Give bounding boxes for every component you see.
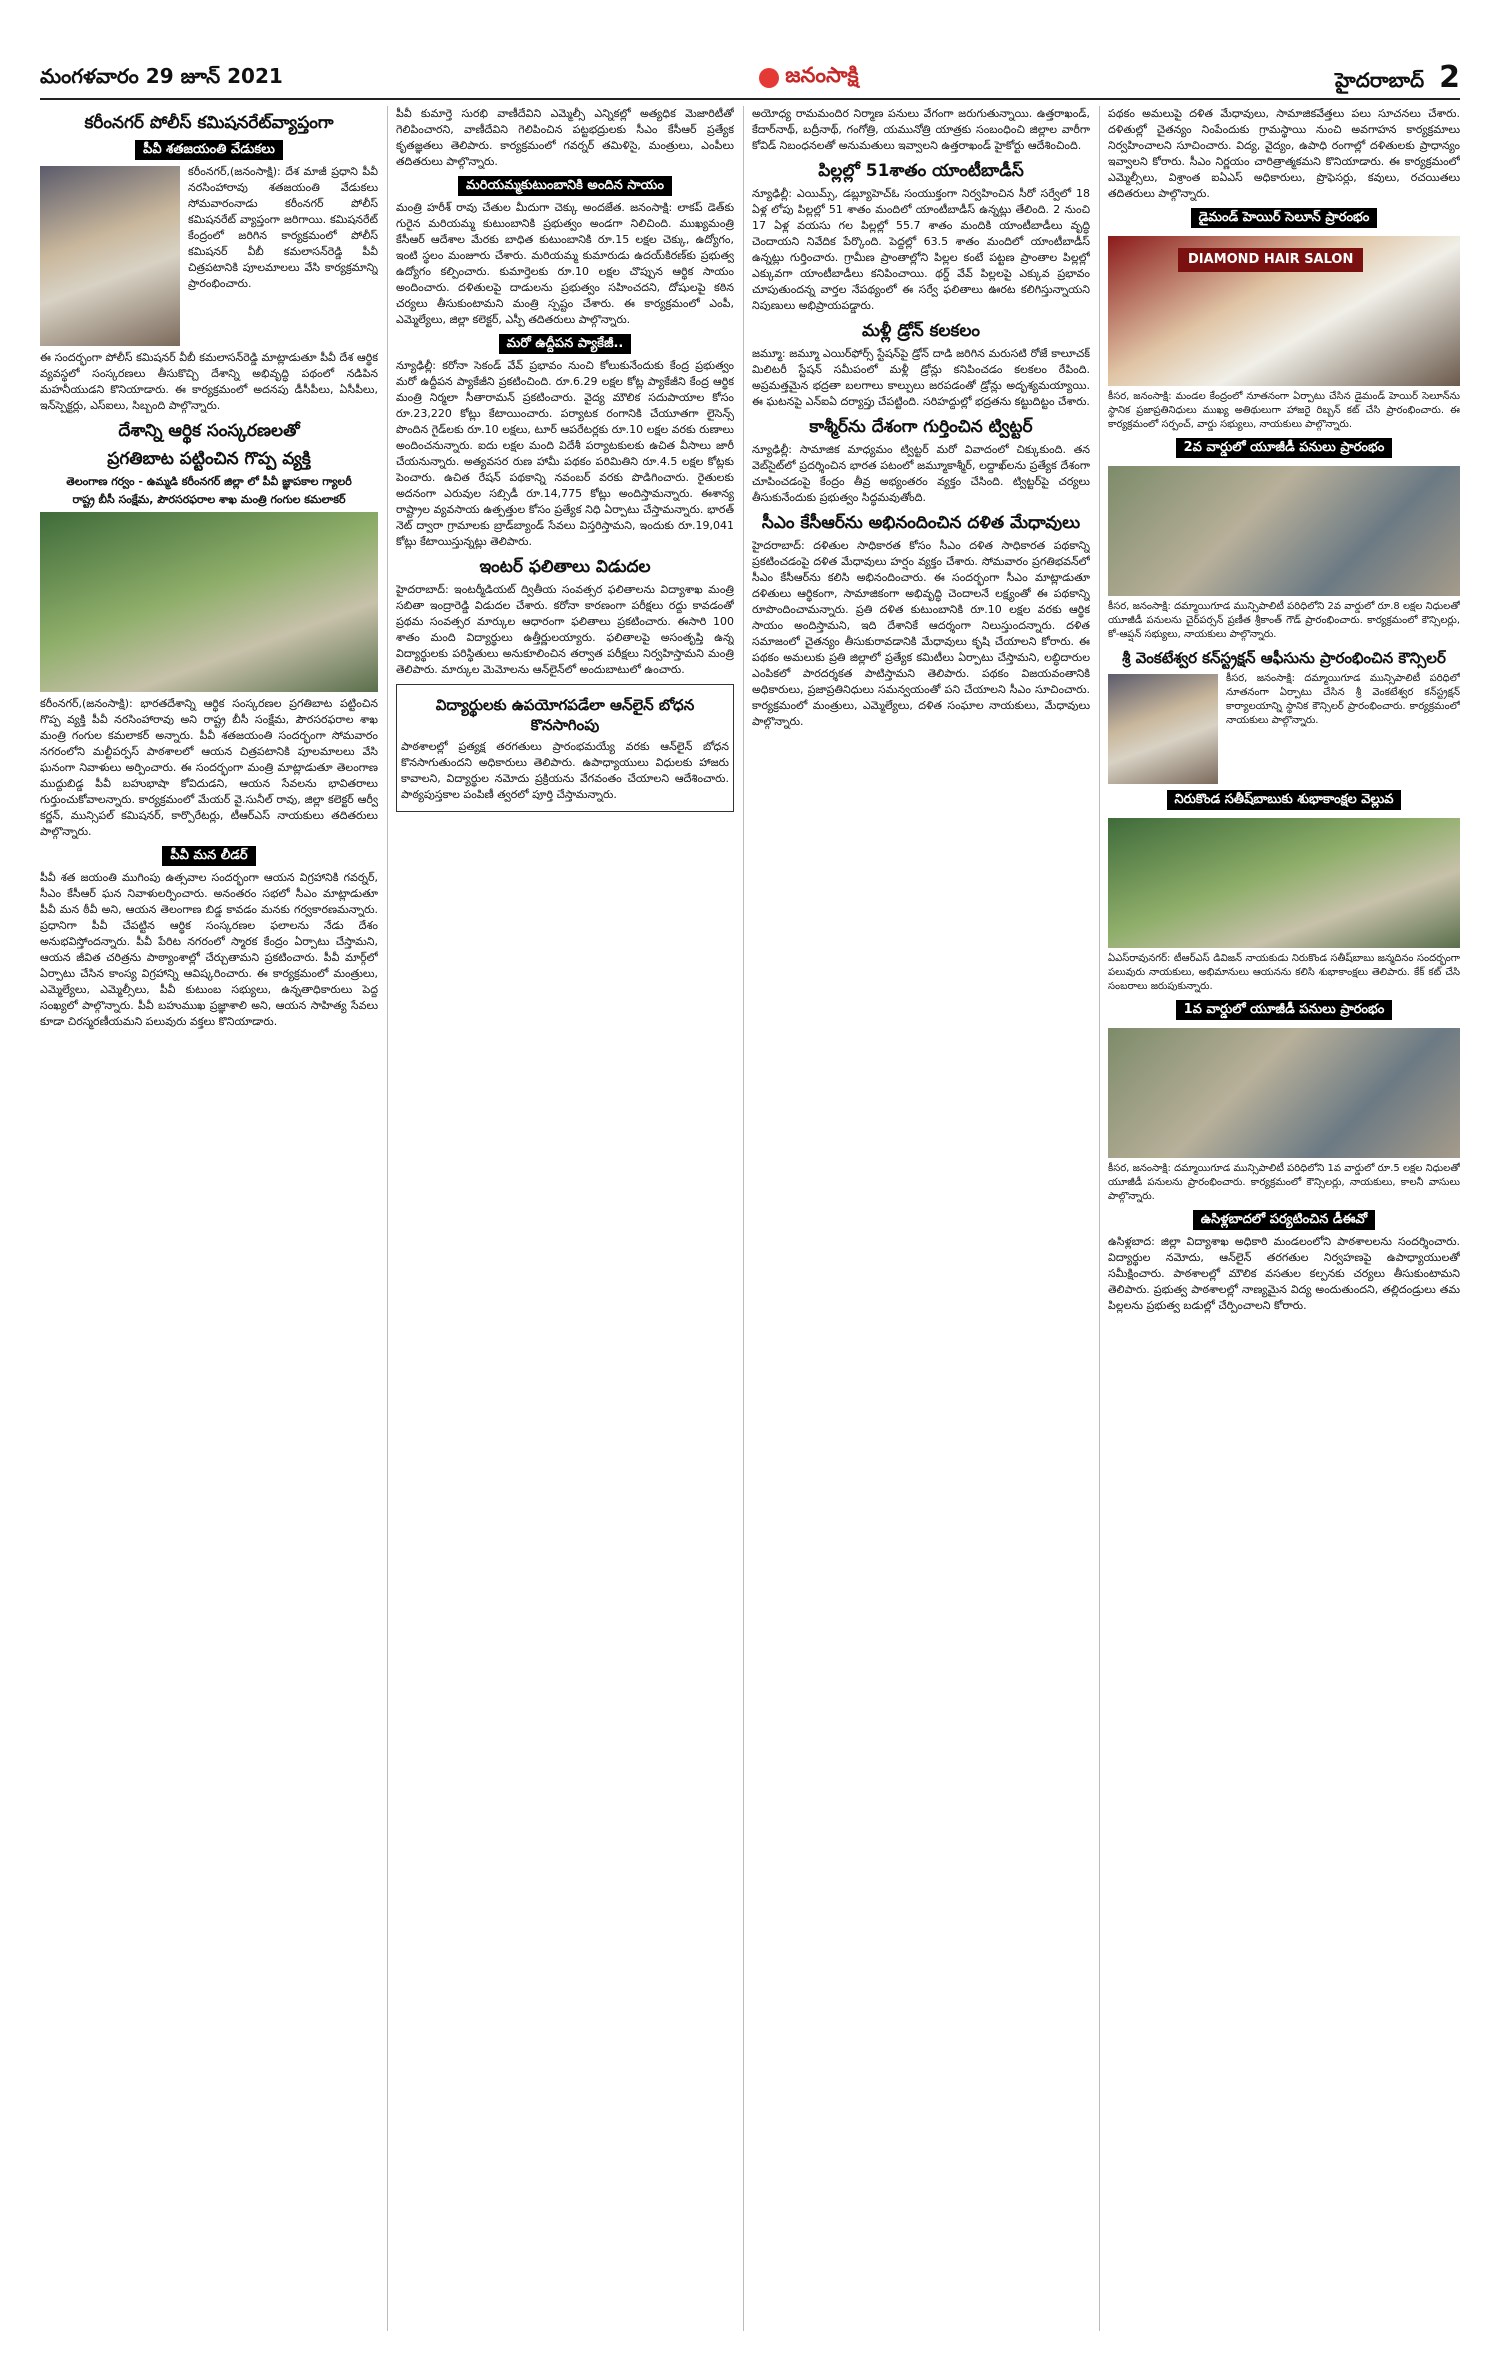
article-box <box>396 684 734 812</box>
article-subhead: తెలంగాణ గర్వం - ఉమ్మడి కరీంనగర్ జిల్లా లో పీవీ జ్ఞాపకాల గ్యాలరీ <box>66 475 352 488</box>
edition-city <box>1335 60 1460 97</box>
column-3 <box>752 106 1090 2331</box>
article-kicker: డైమండ్ హెయిర్ సెలూన్ ప్రారంభం <box>1191 208 1378 228</box>
article-photo <box>1108 818 1460 948</box>
article-kicker: పీవీ శతజయంతి వేడుకలు <box>135 140 283 160</box>
article-headline: ప్రగతిబాట పట్టించిన గొప్ప వ్యక్తి <box>107 449 311 469</box>
article-body: కరీంనగర్,(జనంసాక్షి): భారతదేశాన్ని ఆర్థిక సంస్కరణల ప్రగతిబాట పట్టించిన గొప్ప వ్యక్తి పీవీ నరసింహారావు అని రాష్ట్ర బీసీ సంక్షేమ, పౌరసరఫరాల శాఖ మంత్రి గంగుల కమలాకర్ అన్నారు. పీవీ శతజయంతి సందర్భంగా సోమవారం నగరంలోని మల్టీపర్పస్ పాఠశాలలో ఆయన చిత్రపటానికి పూలమాలలు వేసి ఘనంగా నివాళులు అర్పించారు. ఈ సందర్భంగా మంత్రి మాట్లాడుతూ తెలంగాణ ముద్దుబిడ్డ పీవీ బహుభాషా కోవిదుడని, ఆయన సేవలను భావితరాలు గుర్తుంచుకోవాలన్నారు. కార్యక్రమంలో మేయర్ వై.సునీల్ రావు, జిల్లా కలెక్టర్ ఆర్వీ కర్ణన్, మున్సిపల్ కమిషనర్, కార్పొరేటర్లు, టీఆర్ఎస్ నాయకులు తదితరులు పాల్గొన్నారు. <box>40 697 378 838</box>
article-body: పథకం అమలుపై దళిత మేధావులు, సామాజికవేత్తలు పలు సూచనలు చేశారు. దళితుల్లో చైతన్యం నింపేందుకు గ్రామస్థాయి నుంచి అవగాహన కార్యక్రమాలు నిర్వహించాలని సూచించారు. విద్య, వైద్యం, ఉపాధి రంగాల్లో దళితులకు ప్రాధాన్యం ఇవ్వాలని కోరారు. సీఎం నిర్ణయం చారిత్రాత్మకమని కొనియాడారు. ఈ కార్యక్రమంలో ఎమ్మెల్సీలు, విశ్రాంత ఐఏఎస్ అధికారులు, ప్రొఫెసర్లు, కవులు, రచయితలు తదితరులు పాల్గొన్నారు. <box>1108 107 1460 200</box>
article-body: హైదరాబాద్: దళితుల సాధికారత కోసం సీఎం దళిత సాధికారత పథకాన్ని ప్రకటించడంపై దళిత మేధావులు హర్షం వ్యక్తం చేశారు. సోమవారం ప్రగతిభవన్‌లో సీఎం కేసీఆర్‌ను కలిసి అభినందించారు. ఈ సందర్భంగా సీఎం మాట్లాడుతూ దళితులు ఆర్థికంగా, సామాజికంగా అభివృద్ధి చెందాలనే లక్ష్యంతో ఈ పథకాన్ని రూపొందించామన్నారు. ప్రతి దళిత కుటుంబానికి రూ.10 లక్షల వరకు ఆర్థిక సాయం అందిస్తామని, ఇది దేశానికే ఆదర్శంగా నిలుస్తుందన్నారు. దళిత సమాజంలో చైతన్యం తీసుకురావడానికి మేధావులు కృషి చేయాలని కోరారు. ఈ పథకం అమలుకు ప్రతి జిల్లాలో ప్రత్యేక కమిటీలు ఏర్పాటు చేస్తామని, లబ్ధిదారుల ఎంపికలో పారదర్శకత పాటిస్తామని తెలిపారు. పథకం విజయవంతానికి అధికారులు, ప్రజాప్రతినిధులు సమన్వయంతో పని చేయాలని సీఎం సూచించారు. కార్యక్రమంలో మంత్రులు, ఎమ్మెల్యేలు, దళిత సంఘాల నాయకులు, మేధావులు పాల్గొన్నారు. <box>752 539 1090 728</box>
article-body: పీవీ శత జయంతి ముగింపు ఉత్సవాల సందర్భంగా ఆయన విగ్రహానికి గవర్నర్, సీఎం కేసీఆర్ ఘన నివాళులర్పించారు. అనంతరం సభలో సీఎం మాట్లాడుతూ పీవీ మన ఠీవీ అని, ఆయన తెలంగాణ బిడ్డ కావడం మనకు గర్వకారణమన్నారు. ప్రధానిగా పీవీ చేపట్టిన ఆర్థిక సంస్కరణల ఫలాలను నేడు దేశం అనుభవిస్తోందన్నారు. పీవీ పేరిట నగరంలో స్మారక కేంద్రం ఏర్పాటు చేస్తామని, ఆయన జీవిత చరిత్రను పాఠ్యాంశాల్లో చేర్చుతామని ప్రకటించారు. పీవీ మార్గ్‌లో ఏర్పాటు చేసిన కాంస్య విగ్రహాన్ని ఆవిష్కరించారు. ఈ కార్యక్రమంలో మంత్రులు, ఎమ్మెల్యేలు, ఎమ్మెల్సీలు, పీవీ కుటుంబ సభ్యులు, ఉన్నతాధికారులు పెద్ద సంఖ్యలో పాల్గొన్నారు. పీవీ బహుముఖ ప్రజ్ఞాశాలి అని, ఆయన సాహిత్య సేవలు కూడా చిరస్మరణీయమని పలువురు వక్తలు కొనియాడారు. <box>40 871 378 1028</box>
issue-date: మంగళవారం 29 జూన్ 2021 <box>40 63 283 88</box>
photo-caption: కీసర, జనంసాక్షి: మండల కేంద్రంలో నూతనంగా ఏర్పాటు చేసిన డైమండ్ హెయిర్ సెలూన్‌ను స్థానిక ప్రజాప్రతినిధులు ముఖ్య అతిథులుగా హాజరై రిబ్బన్ కట్ చేసి ప్రారంభించారు. ఈ కార్యక్రమంలో సర్పంచ్, వార్డు సభ్యులు, నాయకులు పాల్గొన్నారు. <box>1108 391 1460 430</box>
article-lead: కరీంనగర్,(జనంసాక్షి): దేశ మాజీ ప్రధాని పీవీ నరసింహారావు శతజయంతి వేడుకలు సోమవారంనాడు కరీంనగర్ పోలీస్ కమిషనరేట్ వ్యాప్తంగా జరిగాయి. కమిషనరేట్ కేంద్రంలో జరిగిన కార్యక్రమంలో పోలీస్ కమిషనర్ వీబీ కమలాసన్‌రెడ్డి పీవీ చిత్రపటానికి పూలమాలలు వేసి కార్యక్రమాన్ని ప్రారంభించారు. <box>188 165 378 290</box>
article-kicker: పీవీ మన లీడర్ <box>162 846 255 866</box>
article-kicker: మరో ఉద్దీపన ప్యాకేజీ.. <box>499 334 632 354</box>
article-headline: కరీంనగర్ పోలీస్ కమిషనరేట్‌వ్యాప్తంగా <box>84 113 334 133</box>
logo-icon <box>759 68 779 88</box>
article-body: ఉసిళ్లబాద: జిల్లా విద్యాశాఖ అధికారి మండలంలోని పాఠశాలలను సందర్శించారు. విద్యార్థుల నమోదు, ఆన్‌లైన్ తరగతుల నిర్వహణపై ఉపాధ్యాయులతో సమీక్షించారు. పాఠశాలల్లో మౌలిక వసతుల కల్పనకు చర్యలు తీసుకుంటామని తెలిపారు. ప్రభుత్వ పాఠశాలల్లో నాణ్యమైన విద్య అందుతుందని, తల్లిదండ్రులు తమ పిల్లలను ప్రభుత్వ బడుల్లో చేర్పించాలని కోరారు. <box>1108 1235 1460 1312</box>
article-kicker: 1వ వార్డులో యూజీడీ పనులు ప్రారంభం <box>1176 1000 1393 1020</box>
article-kicker: 2వ వార్డులో యూజీడీ పనులు ప్రారంభం <box>1176 438 1393 458</box>
article-headline: శ్రీ వెంకటేశ్వర కన్‌స్ట్రక్షన్ ఆఫీసును ప్రారంభించిన కౌన్సిలర్ <box>1122 649 1446 667</box>
article-headline: ఇంటర్ ఫలితాలు విడుదల <box>479 557 651 577</box>
article-body: మంత్రి హరీశ్ రావు చేతుల మీదుగా చెక్కు అందజేత. జనంసాక్షి: లాకప్ డెత్‌కు గురైన మరియమ్మ కుటుంబానికి ప్రభుత్వం అండగా నిలిచింది. ముఖ్యమంత్రి కేసీఆర్ ఆదేశాల మేరకు బాధిత కుటుంబానికి రూ.15 లక్షల చెక్కు, ఉద్యోగం, ఇంటి స్థలం మంజూరు చేశారు. మరియమ్మ కుమారుడు ఉదయ్‌కిరణ్‌కు ప్రభుత్వ ఉద్యోగం కల్పించారు. కుమార్తెలకు రూ.10 లక్షల చొప్పున ఆర్థిక సాయం అందించారు. దళితులపై దాడులను ప్రభుత్వం సహించదని, దోషులపై కఠిన చర్యలు తీసుకుంటామని మంత్రి స్పష్టం చేశారు. ఈ కార్యక్రమంలో ఎంపీ, ఎమ్మెల్యేలు, జిల్లా కలెక్టర్, ఎస్పీ తదితరులు పాల్గొన్నారు. <box>396 201 734 326</box>
article-headline: విద్యార్థులకు ఉపయోగపడేలా ఆన్‌లైన్ బోధన కొనసాగింపు <box>435 696 695 734</box>
article-body: జమ్మూ: జమ్మూ ఎయిర్‌ఫోర్స్ స్టేషన్‌పై డ్రోన్ దాడి జరిగిన మరుసటి రోజే కాలూచక్ మిలిటరీ స్టేషన్ సమీపంలో మళ్లీ డ్రోన్లు కనిపించడం కలకలం రేపింది. అప్రమత్తమైన భద్రతా బలగాలు కాల్పులు జరపడంతో డ్రోన్లు అదృశ్యమయ్యాయి. ఈ ఘటనపై ఎన్ఐఏ దర్యాప్తు చేపట్టింది. సరిహద్దుల్లో భద్రతను కట్టుదిట్టం చేశారు. <box>752 347 1090 408</box>
article-headline: పిల్లల్లో 51శాతం యాంటీబాడీస్ <box>818 161 1024 181</box>
article-subhead: రాష్ట్ర బీసీ సంక్షేమ, పౌరసరఫరాల శాఖ మంత్రి గంగుల కమలాకర్ <box>72 493 346 506</box>
article-headline: కాశ్మీర్‌ను దేశంగా గుర్తించిన ట్విట్టర్ <box>809 417 1033 437</box>
photo-caption: కీసర, జనంసాక్షి: దమ్మాయిగూడ మున్సిపాలిటీ పరిధిలోని 2వ వార్డులో రూ.8 లక్షల నిధులతో యూజీడీ పనులను చైర్‌పర్సన్ ప్రణీత శ్రీకాంత్ గౌడ్ ప్రారంభించారు. కార్యక్రమంలో కౌన్సిలర్లు, కో-ఆప్షన్ సభ్యులు, నాయకులు పాల్గొన్నారు. <box>1108 601 1460 640</box>
article-photo <box>1108 1028 1460 1158</box>
column-2 <box>396 106 734 2331</box>
newspaper-name: జనంసాక్షి <box>785 63 859 87</box>
article-photo <box>40 166 180 346</box>
article-photo <box>1108 674 1218 784</box>
article-body: పాఠశాలల్లో ప్రత్యక్ష తరగతులు ప్రారంభమయ్యే వరకు ఆన్‌లైన్ బోధన కొనసాగుతుందని అధికారులు తెలిపారు. ఉపాధ్యాయులు విధులకు హాజరు కావాలని, విద్యార్థుల నమోదు ప్రక్రియను వేగవంతం చేయాలని ఆదేశించారు. పాఠ్యపుస్తకాల పంపిణీ త్వరలో పూర్తి చేస్తామన్నారు. <box>401 740 729 801</box>
article-photo <box>1108 466 1460 596</box>
column-1 <box>40 106 378 2331</box>
article-headline: దేశాన్ని ఆర్థిక సంస్కరణలతో <box>118 421 300 441</box>
article-body: న్యూఢిల్లీ: కరోనా సెకండ్ వేవ్ ప్రభావం నుంచి కోలుకునేందుకు కేంద్ర ప్రభుత్వం మరో ఉద్దీపన ప్యాకేజీని ప్రకటించింది. రూ.6.29 లక్షల కోట్ల ప్యాకేజీని కేంద్ర ఆర్థిక మంత్రి నిర్మలా సీతారామన్ ప్రకటించారు. వైద్య మౌలిక సదుపాయాల కోసం రూ.23,220 కోట్లు కేటాయించారు. పర్యాటక రంగానికి చేయూతగా లైసెన్స్ పొందిన గైడ్‌లకు రూ.10 లక్షలు, టూర్ ఆపరేటర్లకు రూ.10 లక్షల వరకు రుణాలు అందించనున్నారు. ఐదు లక్షల మంది విదేశీ పర్యాటకులకు ఉచిత వీసాలు జారీ చేయనున్నారు. అత్యవసర రుణ హామీ పథకం పరిమితిని రూ.4.5 లక్షల కోట్లకు పెంచారు. ఉచిత రేషన్ పథకాన్ని నవంబర్ వరకు పొడిగించారు. రైతులకు అదనంగా ఎరువుల సబ్సిడీ రూ.14,775 కోట్లు అందిస్తామన్నారు. ఈశాన్య రాష్ట్రాల వ్యవసాయ ఉత్పత్తుల కోసం ప్రత్యేక నిధి ఏర్పాటు చేస్తామన్నారు. భారత్ నెట్ ద్వారా గ్రామాలకు బ్రాడ్‌బ్యాండ్ సేవలు విస్తరిస్తామని, ఇందుకు రూ.19,041 కోట్లు కేటాయిస్తున్నట్లు తెలిపారు. <box>396 359 734 548</box>
article-body: న్యూఢిల్లీ: ఎయిమ్స్, డబ్ల్యూహెచ్‌ఓ సంయుక్తంగా నిర్వహించిన సీరో సర్వేలో 18 ఏళ్ల లోపు పిల్లల్లో 51 శాతం మందిలో యాంటీబాడీస్ ఉన్నట్లు తేలింది. 2 నుంచి 17 ఏళ్ల వయసు గల పిల్లల్లో 55.7 శాతం మందికి యాంటీబాడీలు వృద్ధి చెందాయని నివేదిక పేర్కొంది. పెద్దల్లో 63.5 శాతం మందిలో యాంటీబాడీస్ ఉన్నట్లు గుర్తించారు. గ్రామీణ ప్రాంతాల్లోని పిల్లల కంటే పట్టణ ప్రాంతాల పిల్లల్లో ఎక్కువగా యాంటీబాడీలు కనిపించాయి. థర్డ్ వేవ్ పిల్లలపై ఎక్కువ ప్రభావం చూపుతుందన్న వార్తల నేపథ్యంలో ఈ సర్వే ఫలితాలు ఊరట కలిగిస్తున్నాయని నిపుణులు అభిప్రాయపడ్డారు. <box>752 187 1090 312</box>
masthead <box>40 60 1460 96</box>
column-divider <box>387 106 388 2331</box>
article-kicker: ఉసిళ్లబాదలో పర్యటించిన డీఈవో <box>1193 1210 1375 1230</box>
column-divider <box>743 106 744 2331</box>
article-kicker: మరియమ్మకుటుంబానికి అందిన సాయం <box>458 176 672 196</box>
newspaper-logo <box>759 63 858 93</box>
article-body: ఈ సందర్భంగా పోలీస్ కమిషనర్ వీబీ కమలాసన్‌రెడ్డి మాట్లాడుతూ పీవీ దేశ ఆర్థిక వ్యవస్థలో సంస్కరణలు తీసుకొచ్చి దేశాన్ని అభివృద్ధి పథంలో నడిపిన మహనీయుడని కొనియాడారు. ఈ కార్యక్రమంలో అదనపు డీసీపీలు, ఏసీపీలు, ఇన్‌స్పెక్టర్లు, ఎస్‌ఐలు, సిబ్బంది పాల్గొన్నారు. <box>40 351 378 412</box>
article-headline: సీఎం కేసీఆర్‌ను అభినందించిన దళిత మేధావులు <box>761 513 1081 533</box>
masthead-rule <box>40 98 1460 100</box>
page-number: 2 <box>1439 59 1460 95</box>
article-photo <box>40 512 378 692</box>
photo-caption: ఏఎస్‌రావునగర్: టీఆర్ఎస్ డివిజన్ నాయకుడు నిరుకొండ సతీష్‌బాబు జన్మదినం సందర్భంగా పలువురు నాయకులు, అభిమానులు ఆయనను కలిసి శుభాకాంక్షలు తెలిపారు. కేక్ కట్ చేసి సంబరాలు జరుపుకున్నారు. <box>1108 953 1460 992</box>
photo-caption: కీసర, జనంసాక్షి: దమ్మాయిగూడ మున్సిపాలిటీ పరిధిలోని 1వ వార్డులో రూ.5 లక్షల నిధులతో యూజీడీ పనులను ప్రారంభించారు. కార్యక్రమంలో కౌన్సిలర్లు, నాయకులు, కాలనీ వాసులు పాల్గొన్నారు. <box>1108 1163 1460 1202</box>
article-kicker: నిరుకొండ సతీష్‌బాబుకు శుభాకాంక్షల వెల్లువ <box>1167 790 1402 810</box>
article-headline: మళ్లీ డ్రోన్ కలకలం <box>861 321 981 341</box>
article-body: అయోధ్య రామమందిర నిర్మాణ పనులు వేగంగా జరుగుతున్నాయి. ఉత్తరాఖండ్, కేదార్‌నాథ్, బద్రీనాథ్, గంగోత్రి, యమునోత్రి యాత్రకు సంబంధించి జిల్లాల వారీగా కోవిడ్ నిబంధనలతో అనుమతులు ఇవ్వాలని ఉత్తరాఖండ్ హైకోర్టు ఆదేశించింది. <box>752 107 1090 152</box>
column-divider <box>1099 106 1100 2331</box>
edition-name: హైదరాబాద్ <box>1335 67 1425 92</box>
column-4 <box>1108 106 1460 2331</box>
article-body: పీవీ కుమార్తె సురభి వాణీదేవిని ఎమ్మెల్సీ ఎన్నికల్లో అత్యధిక మెజారిటీతో గెలిపించారని, వాణీదేవిని గెలిపించిన పట్టభద్రులకు సీఎం కేసీఆర్ ప్రత్యేక కృతజ్ఞతలు తెలిపారు. కార్యక్రమంలో గవర్నర్ తమిళిసై, మంత్రులు, ఎంపీలు తదితరులు పాల్గొన్నారు. <box>396 107 734 168</box>
salon-signboard: DIAMOND HAIR SALON <box>1178 248 1363 272</box>
article-body: హైదరాబాద్: ఇంటర్మీడియట్ ద్వితీయ సంవత్సర ఫలితాలను విద్యాశాఖ మంత్రి సబితా ఇంద్రారెడ్డి విడుదల చేశారు. కరోనా కారణంగా పరీక్షలు రద్దు కావడంతో ప్రథమ సంవత్సర మార్కుల ఆధారంగా ఫలితాలు ప్రకటించారు. ఈసారి 100 శాతం మంది విద్యార్థులు ఉత్తీర్ణులయ్యారు. ఫలితాలపై అసంతృప్తి ఉన్న విద్యార్థులకు పరిస్థితులు అనుకూలించిన తర్వాత పరీక్షలు నిర్వహిస్తామని మంత్రి తెలిపారు. మార్కుల మెమోలను ఆన్‌లైన్‌లో అందుబాటులో ఉంచారు. <box>396 583 734 676</box>
article-body: కీసర, జనంసాక్షి: దమ్మాయిగూడ మున్సిపాలిటీ పరిధిలో నూతనంగా ఏర్పాటు చేసిన శ్రీ వెంకటేశ్వర కన్‌స్ట్రక్షన్ కార్యాలయాన్ని స్థానిక కౌన్సిలర్ ప్రారంభించారు. కార్యక్రమంలో నాయకులు పాల్గొన్నారు. <box>1226 673 1460 726</box>
salon-photo <box>1108 236 1460 386</box>
article-body: న్యూఢిల్లీ: సామాజిక మాధ్యమం ట్విట్టర్ మరో వివాదంలో చిక్కుకుంది. తన వెబ్‌సైట్‌లో ప్రదర్శించిన భారత పటంలో జమ్మూకాశ్మీర్, లద్దాఖ్‌లను ప్రత్యేక దేశంగా చూపించడంపై కేంద్రం తీవ్ర అభ్యంతరం వ్యక్తం చేసింది. ట్విట్టర్‌పై చర్యలు తీసుకునేందుకు ప్రభుత్వం సిద్ధమవుతోంది. <box>752 443 1090 504</box>
